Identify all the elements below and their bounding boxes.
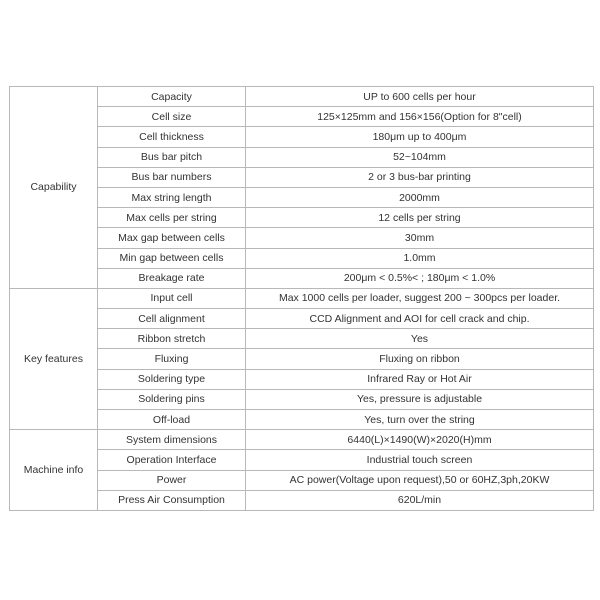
param-label: Fluxing bbox=[98, 349, 246, 369]
table-row bbox=[10, 208, 594, 228]
table-row bbox=[10, 87, 594, 107]
param-label: Power bbox=[98, 470, 246, 490]
param-value: 180μm up to 400μm bbox=[246, 127, 594, 147]
table-row bbox=[10, 410, 594, 430]
param-value: 1.0mm bbox=[246, 248, 594, 268]
param-label: System dimensions bbox=[98, 430, 246, 450]
table-row bbox=[10, 389, 594, 409]
param-value: 6440(L)×1490(W)×2020(H)mm bbox=[246, 430, 594, 450]
table-row bbox=[10, 288, 594, 308]
param-value: Industrial touch screen bbox=[246, 450, 594, 470]
param-label: Breakage rate bbox=[98, 268, 246, 288]
param-label: Off-load bbox=[98, 410, 246, 430]
table-row bbox=[10, 107, 594, 127]
table-row bbox=[10, 329, 594, 349]
param-label: Cell thickness bbox=[98, 127, 246, 147]
param-value: 52~104mm bbox=[246, 147, 594, 167]
table-row bbox=[10, 248, 594, 268]
table-row bbox=[10, 187, 594, 207]
table-row bbox=[10, 470, 594, 490]
table-row bbox=[10, 127, 594, 147]
table-row bbox=[10, 349, 594, 369]
table-row bbox=[10, 490, 594, 510]
param-value: Yes, turn over the string bbox=[246, 410, 594, 430]
param-label: Operation Interface bbox=[98, 450, 246, 470]
param-value: Fluxing on ribbon bbox=[246, 349, 594, 369]
param-value: Max 1000 cells per loader, suggest 200 ~ 300pcs per loader. bbox=[246, 288, 594, 308]
param-value: 620L/min bbox=[246, 490, 594, 510]
group-label-machine-info: Machine info bbox=[10, 430, 98, 511]
param-label: Soldering pins bbox=[98, 389, 246, 409]
param-label: Max string length bbox=[98, 187, 246, 207]
param-label: Min gap between cells bbox=[98, 248, 246, 268]
table-row bbox=[10, 309, 594, 329]
param-value: Infrared Ray or Hot Air bbox=[246, 369, 594, 389]
param-label: Cell alignment bbox=[98, 309, 246, 329]
table-row bbox=[10, 147, 594, 167]
param-value: 125×125mm and 156×156(Option for 8"cell) bbox=[246, 107, 594, 127]
group-label-capability: Capability bbox=[10, 87, 98, 289]
param-label: Soldering type bbox=[98, 369, 246, 389]
param-label: Bus bar pitch bbox=[98, 147, 246, 167]
param-value: 12 cells per string bbox=[246, 208, 594, 228]
param-value: 2 or 3 bus-bar printing bbox=[246, 167, 594, 187]
param-value: 30mm bbox=[246, 228, 594, 248]
param-label: Input cell bbox=[98, 288, 246, 308]
param-label: Capacity bbox=[98, 87, 246, 107]
param-value: Yes bbox=[246, 329, 594, 349]
table-row bbox=[10, 167, 594, 187]
param-label: Bus bar numbers bbox=[98, 167, 246, 187]
spec-table-body bbox=[10, 87, 594, 511]
param-label: Press Air Consumption bbox=[98, 490, 246, 510]
param-value: AC power(Voltage upon request),50 or 60HZ,3ph,20KW bbox=[246, 470, 594, 490]
param-value: 2000mm bbox=[246, 187, 594, 207]
param-label: Max gap between cells bbox=[98, 228, 246, 248]
param-label: Cell size bbox=[98, 107, 246, 127]
spec-table bbox=[9, 86, 594, 511]
param-label: Ribbon stretch bbox=[98, 329, 246, 349]
param-value: Yes, pressure is adjustable bbox=[246, 389, 594, 409]
param-value: UP to 600 cells per hour bbox=[246, 87, 594, 107]
param-label: Max cells per string bbox=[98, 208, 246, 228]
table-row bbox=[10, 228, 594, 248]
param-value: CCD Alignment and AOI for cell crack and chip. bbox=[246, 309, 594, 329]
param-value: 200μm < 0.5%< ; 180μm < 1.0% bbox=[246, 268, 594, 288]
table-row bbox=[10, 268, 594, 288]
table-row bbox=[10, 369, 594, 389]
table-row bbox=[10, 430, 594, 450]
table-row bbox=[10, 450, 594, 470]
group-label-key-features: Key features bbox=[10, 288, 98, 429]
